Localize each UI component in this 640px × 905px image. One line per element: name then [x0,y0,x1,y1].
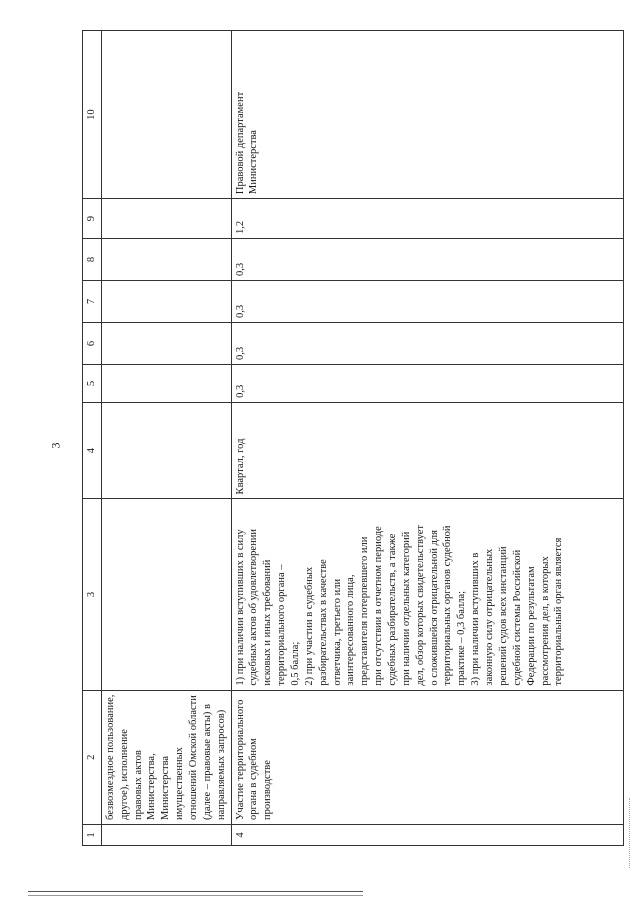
criteria-line: рассмотрения дел, в которых [539,556,551,686]
cell-indicator-name: безвозмездное пользование, другое), исполнение правовых актов Министерства, Министерства имущественных отношений Омской области (далее – правовые акты) в направляемых запросов) [101,690,231,824]
cell-q3 [101,281,231,323]
cell-q1: 0,3 [231,365,623,403]
cell-responsible: Правовой департамент Министерства [231,31,623,199]
rotated-table-wrapper [82,30,624,846]
landscape-page [82,30,624,846]
criteria-line: судебных актов об удовлетворении [248,529,260,686]
cell-q1 [101,365,231,403]
criteria-line: 2) при участии в судебных [303,566,315,686]
criteria-line: представителя потерпевшего или [359,536,371,686]
header-col-8: 8 [83,239,102,281]
header-col-9: 9 [83,199,102,239]
scan-edge-line [28,895,363,896]
criteria-line: территориальных органов судебной [442,525,454,686]
cell-num [101,825,231,846]
header-col-2: 2 [83,690,102,824]
cell-year [101,199,231,239]
criteria-line: практике – 0,3 балла; [456,590,468,686]
criteria-line: при наличии отдельных категорий [400,531,412,686]
page-number: 3 [48,442,63,449]
criteria-line: судебных разбирательств, а также [387,533,399,686]
cell-q4: 0,3 [231,239,623,281]
header-col-1: 1 [83,825,102,846]
cell-q2: 0,3 [231,323,623,365]
criteria-line: дел, обзор которых свидетельствует [414,524,426,686]
scan-edge-marks [629,798,632,868]
cell-criteria [101,499,231,690]
table-header-row [83,31,102,846]
cell-q2 [101,323,231,365]
cell-num: 4 [231,825,623,846]
cell-period [101,402,231,499]
criteria-line: заинтересованного лица, [345,574,357,686]
criteria-line: территориальный орган является [553,537,565,686]
cell-indicator-name: Участие территориального органа в судебном производстве [231,690,623,824]
cell-q4 [101,239,231,281]
criteria-line: территориального органа – [276,564,288,686]
header-col-10: 10 [83,31,102,199]
criteria-line: законную силу отрицательных [484,548,496,686]
cell-period: Квартал, год [231,402,623,499]
criteria-line: 0,5 балла; [290,641,302,686]
criteria-line: исковых и иных требований [262,559,274,686]
table-row-4 [231,31,623,846]
table-row-continuation [101,31,231,846]
header-col-4: 4 [83,402,102,499]
criteria-line: 1) при наличии вступивших в силу [234,529,246,686]
criteria-line: Федерации по результатам [525,566,537,686]
header-col-5: 5 [83,365,102,403]
criteria-line: судебной системы Российской [511,549,523,686]
cell-year: 1,2 [231,199,623,239]
header-col-3: 3 [83,499,102,690]
header-col-6: 6 [83,323,102,365]
criteria-line: 3) при наличии вступивших в [470,552,482,686]
header-col-7: 7 [83,281,102,323]
indicators-table [82,30,624,846]
cell-q3: 0,3 [231,281,623,323]
scan-edge-line [28,891,363,892]
cell-criteria [231,499,623,690]
criteria-line: ответчика, третьего или [331,578,343,686]
cell-responsible [101,31,231,199]
criteria-line: разбирательствах в качестве [317,559,329,686]
criteria-line: решений судов всех инстанций [497,546,509,686]
criteria-line: о сложившейся отрицательной для [428,529,440,686]
criteria-line: при отсутствии в отчетном периоде [373,526,385,686]
